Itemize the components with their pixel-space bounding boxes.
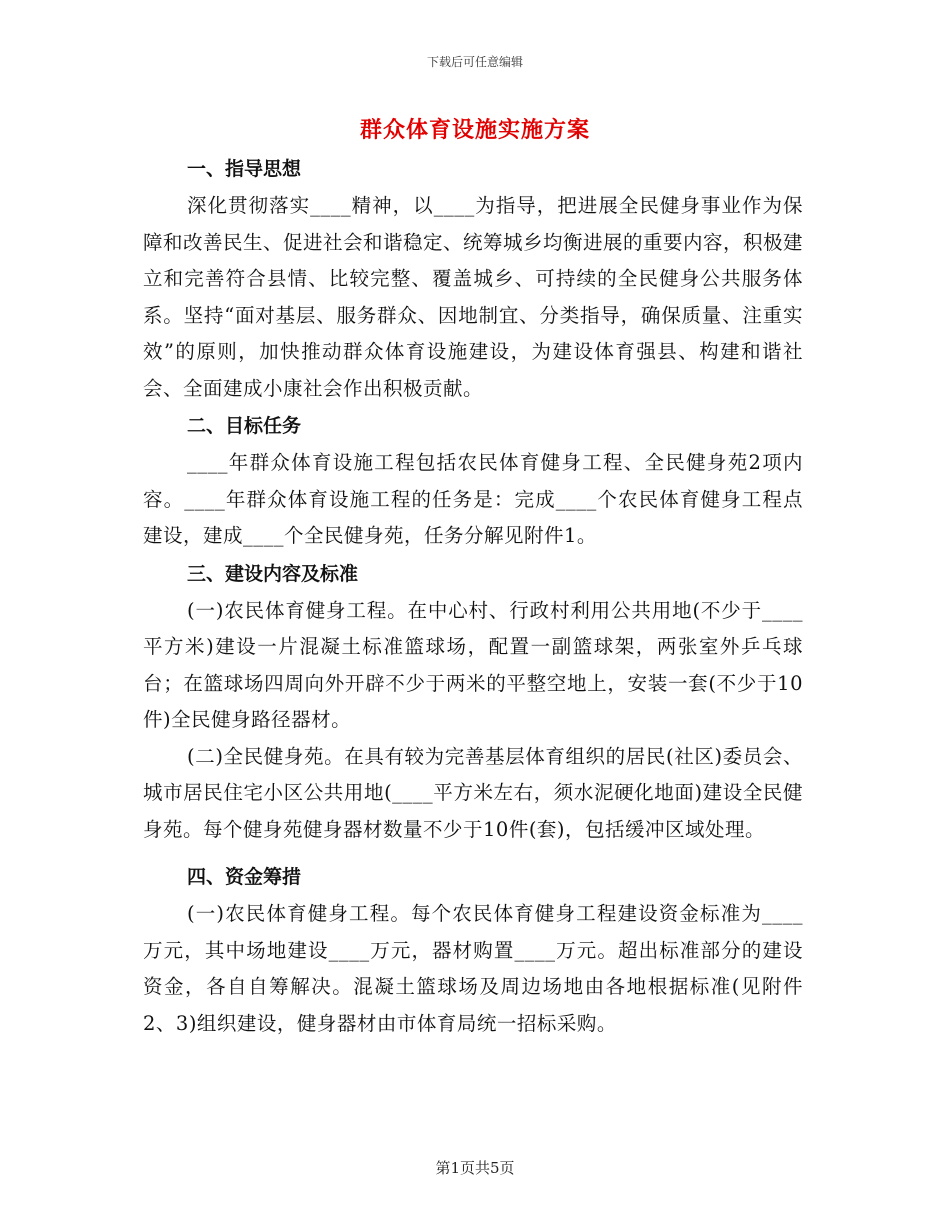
paragraph: (二)全民健身苑。在具有较为完善基层体育组织的居民(社区)委员会、城市居民住宅小区公共用地(____平方米左右，须水泥硬化地面)建设全民健身苑。每个健身苑健身器材数量不少于10件(套)，包括缓冲区域处理。 bbox=[143, 744, 803, 841]
paragraph: (一)农民体育健身工程。每个农民体育健身工程建设资金标准为____万元，其中场地建设____万元，器材购置____万元。超出标准部分的建设资金，各自自筹解决。混凝土篮球场及周边场地由各地根据标准(见附件2、3)组织建设，健身器材由市体育局统一招标采购。 bbox=[143, 902, 803, 1035]
page-header: 下载后可任意编辑 bbox=[426, 55, 523, 69]
section-guiding-ideology bbox=[143, 150, 803, 407]
section-funding bbox=[143, 858, 803, 1042]
section-heading: 三、建设内容及标准 bbox=[187, 562, 359, 585]
paragraph: 深化贯彻落实____精神，以____为指导，把进展全民健身事业作为保障和改善民生、促进社会和谐稳定、统筹城乡均衡进展的重要内容，积极建立和完善符合县情、比较完整、覆盖城乡、可持续的全民健身公共服务体系。坚持“面对基层、服务群众、因地制宜、分类指导，确保质量、注重实效”的原则，加快推动群众体育设施建设，为建设体育强县、构建和谐社会、全面建成小康社会作出积极贡献。 bbox=[143, 194, 804, 400]
document-body bbox=[143, 150, 803, 1042]
section-goals-tasks bbox=[143, 407, 803, 555]
paragraph: (一)农民体育健身工程。在中心村、行政村利用公共用地(不少于____平方米)建设一片混凝土标准篮球场，配置一副篮球架，两张室外乒乓球台；在篮球场四周向外开辟不少于两米的平整空地上，安装一套(不少于10件)全民健身路径器材。 bbox=[143, 598, 803, 731]
section-heading: 二、目标任务 bbox=[187, 415, 302, 437]
section-heading: 一、指导思想 bbox=[187, 158, 302, 180]
section-construction-standards bbox=[143, 555, 803, 849]
page-number: 第1页共5页 bbox=[435, 1159, 515, 1177]
section-spacer bbox=[143, 848, 803, 858]
document-title: 群众体育设施实施方案 bbox=[359, 117, 590, 143]
paragraph: ____年群众体育设施工程包括农民体育健身工程、全民健身苑2项内容。____年群众体育设施工程的任务是：完成____个农民体育健身工程点建设，建成____个全民健身苑，任务分解见附件1。 bbox=[143, 451, 803, 547]
section-heading: 四、资金筹措 bbox=[187, 866, 302, 888]
